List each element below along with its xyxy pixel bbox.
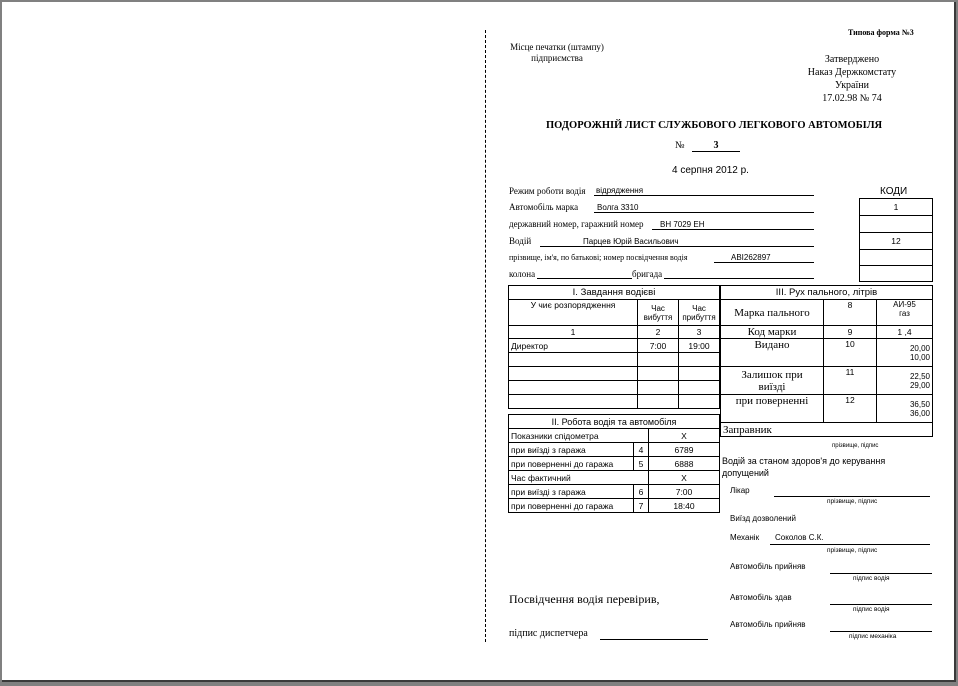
- number-label: №: [675, 140, 685, 151]
- doctor-hint: прізвище, підпис: [827, 498, 878, 505]
- fuel-brand-label: Марка пального: [721, 300, 824, 326]
- brigade-label: бригада: [632, 269, 663, 279]
- stamp-place-line2: підприємства: [531, 53, 583, 63]
- mechanic-sign-hint: підпис механіка: [849, 633, 897, 640]
- code-cell: 1: [860, 199, 933, 216]
- row-num: 9: [824, 326, 877, 339]
- driver-hint: прізвище, ім'я, по батькові; номер посвідчення водія: [509, 253, 688, 262]
- row-num: 10: [824, 339, 877, 367]
- code-cell: [860, 266, 933, 282]
- section2-title: II. Робота водія та автомобіля: [509, 415, 720, 429]
- refueler-label: Заправник: [721, 423, 933, 437]
- code-brand-value: 1 ,4: [877, 326, 933, 339]
- num-cell: 2: [638, 326, 679, 339]
- code-cell: 12: [860, 233, 933, 250]
- section3-title: III. Рух пального, літрів: [721, 286, 933, 300]
- out-garage-label: при виїзді з гаража: [509, 485, 634, 499]
- plate-value: ВН 7029 ЕН: [660, 220, 705, 229]
- approval-line2: Наказ Держкомстату: [807, 67, 897, 78]
- approval-line4: 17.02.98 № 74: [822, 93, 882, 104]
- arrival-time: 19:00: [679, 339, 720, 353]
- row-num: 7: [634, 499, 649, 513]
- odometer-label: Показники спідометра: [509, 429, 649, 443]
- mode-value: відрядження: [596, 186, 644, 195]
- odometer-out: 6789: [649, 443, 720, 457]
- mechanic-value: Соколов С.К.: [775, 533, 824, 542]
- code-cell: [860, 216, 933, 233]
- dispatcher-label: підпис диспетчера: [509, 628, 588, 639]
- section3-table: [720, 285, 933, 437]
- driver-sign-hint: підпис водія: [853, 575, 890, 582]
- stamp-place-line1: Місце печатки (штампу): [510, 42, 604, 52]
- col-arr: Час прибуття: [679, 300, 720, 326]
- x-mark: X: [649, 471, 720, 485]
- car-value: Волга 3310: [597, 203, 639, 212]
- driver-label: Водій: [509, 236, 532, 246]
- col-who: У чиє розпорядження: [509, 300, 638, 326]
- time-out: 7:00: [649, 485, 720, 499]
- health-line1: Водій за станом здоров'я до керування: [722, 456, 886, 466]
- car-accepted-label: Автомобіль прийняв: [730, 562, 806, 571]
- document-page: [2, 2, 956, 682]
- form-type: Типова форма №3: [848, 28, 914, 37]
- num-cell: 3: [679, 326, 720, 339]
- rest-in-label: при поверненні: [721, 395, 824, 423]
- cut-line: [485, 30, 486, 642]
- document-date: 4 серпня 2012 р.: [672, 165, 749, 176]
- assignee: Директор: [509, 339, 638, 353]
- num-cell: 1: [509, 326, 638, 339]
- rest-out-label: Залишок при виїзді: [721, 367, 824, 395]
- refueler-hint: прізвище, підпис: [832, 443, 879, 449]
- driver-value: Парцев Юрій Васильович: [583, 237, 679, 246]
- departure-allowed: Виїзд дозволений: [730, 514, 797, 523]
- in-garage-label: при поверненні до гаража: [509, 499, 634, 513]
- mode-label: Режим роботи водія: [509, 186, 586, 196]
- row-num: 11: [824, 367, 877, 395]
- car-accepted2-label: Автомобіль прийняв: [730, 620, 806, 629]
- mechanic-hint: прізвище, підпис: [827, 547, 878, 554]
- plate-label: державний номер, гаражний номер: [509, 219, 644, 229]
- health-line2: допущений: [722, 468, 769, 478]
- issued-label: Видано: [721, 339, 824, 367]
- code-brand-label: Код марки: [721, 326, 824, 339]
- x-mark: X: [649, 429, 720, 443]
- rest-out-values: 22,50 29,00: [877, 367, 933, 395]
- number-value: 3: [692, 140, 740, 152]
- departure-time: 7:00: [638, 339, 679, 353]
- license-checked: Посвідчення водія перевірив,: [509, 592, 660, 606]
- section2-table: [508, 414, 720, 513]
- page-title: ПОДОРОЖНІЙ ЛИСТ СЛУЖБОВОГО ЛЕГКОВОГО АВТОМОБІЛЯ: [546, 120, 883, 131]
- approval-line3: України: [835, 80, 869, 91]
- row-num: 6: [634, 485, 649, 499]
- row-num: 12: [824, 395, 877, 423]
- row-num: 5: [634, 457, 649, 471]
- rest-in-values: 36,50 36,00: [877, 395, 933, 423]
- codes-title: КОДИ: [880, 186, 908, 197]
- col-dep: Час вибуття: [638, 300, 679, 326]
- time-in: 18:40: [649, 499, 720, 513]
- section1-table: [508, 285, 720, 409]
- row-num: 8: [824, 300, 877, 326]
- row-num: 4: [634, 443, 649, 457]
- odometer-in: 6888: [649, 457, 720, 471]
- car-label: Автомобіль марка: [509, 202, 579, 212]
- doctor-label: Лікар: [730, 486, 750, 495]
- fuel-brand-value: АИ-95 газ: [877, 300, 933, 326]
- driver-sign-hint: підпис водія: [853, 606, 890, 613]
- codes-table: [859, 198, 933, 282]
- approval-line1: Затверджено: [824, 54, 880, 65]
- section1-title: I. Завдання водієві: [509, 286, 720, 300]
- time-actual-label: Час фактичний: [509, 471, 649, 485]
- car-handed-label: Автомобіль здав: [730, 593, 792, 602]
- in-garage-label: при поверненні до гаража: [509, 457, 634, 471]
- column-label: колона: [509, 269, 536, 279]
- issued-values: 20,00 10,00: [877, 339, 933, 367]
- mechanic-label: Механік: [730, 533, 760, 542]
- code-cell: [860, 250, 933, 266]
- out-garage-label: при виїзді з гаража: [509, 443, 634, 457]
- license-value: АВІ262897: [731, 253, 771, 262]
